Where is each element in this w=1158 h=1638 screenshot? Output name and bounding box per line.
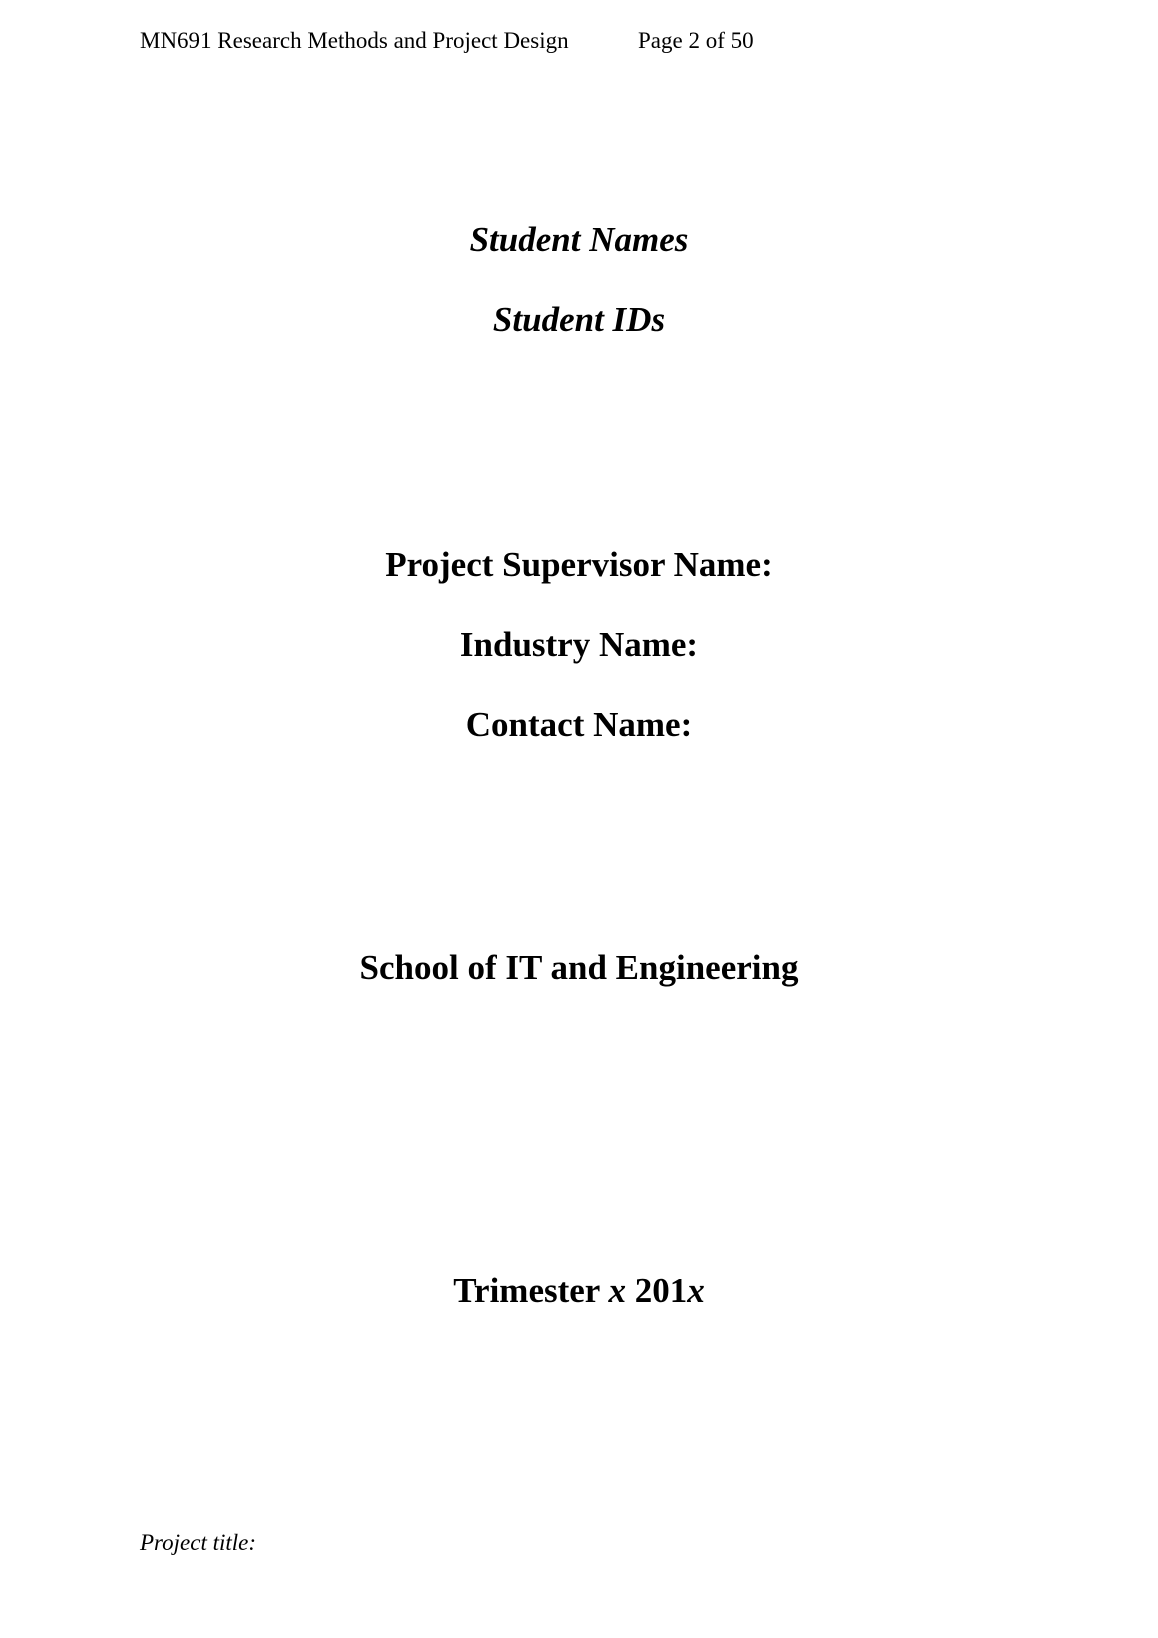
student-ids: Student IDs	[492, 300, 666, 339]
trimester-year	[635, 1271, 705, 1310]
industry-name-label: Industry Name:	[459, 625, 699, 664]
trimester-year-suffix: x	[687, 1271, 705, 1310]
school-name: School of IT and Engineering	[359, 948, 799, 987]
trimester-word: Trimester	[453, 1271, 600, 1310]
header-page-number: Page 2 of 50	[638, 28, 754, 53]
contact-name-label: Contact Name:	[465, 705, 693, 744]
student-names: Student Names	[469, 220, 689, 259]
trimester-line	[0, 1270, 1158, 1312]
project-supervisor-label: Project Supervisor Name:	[385, 545, 773, 584]
project-title-label: Project title:	[140, 1530, 257, 1555]
trimester-number: x	[608, 1271, 626, 1310]
header-course-title: MN691 Research Methods and Project Design	[140, 28, 569, 53]
trimester-year-prefix: 201	[634, 1271, 688, 1310]
